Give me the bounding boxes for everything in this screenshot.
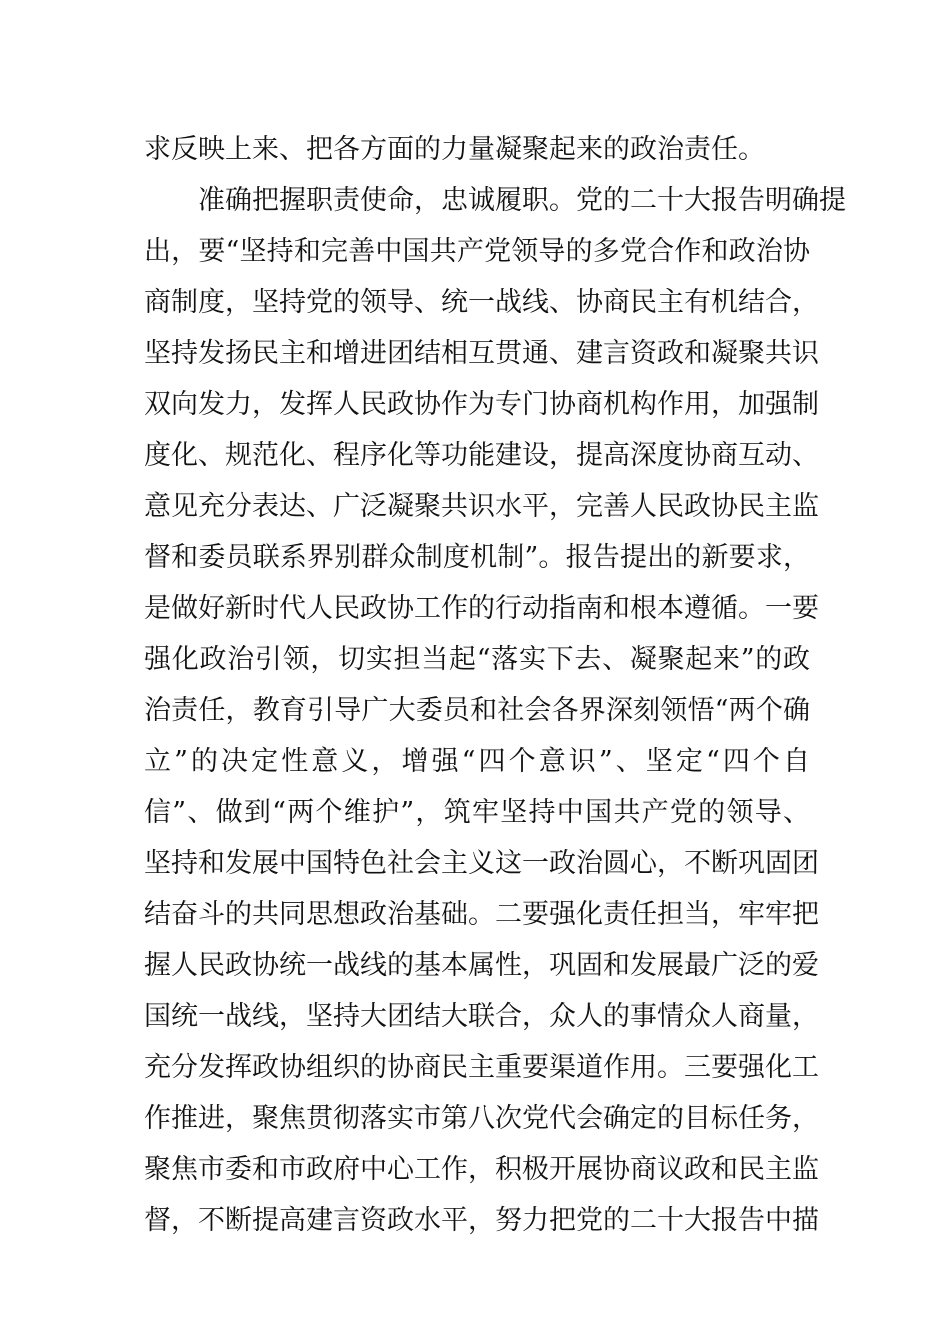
text-line: 握人民政协统一战线的基本属性，巩固和发展最广泛的爱	[144, 950, 819, 981]
text-line: 督，不断提高建言资政水平，努力把党的二十大报告中描	[144, 1205, 819, 1236]
text-line: 商制度，坚持党的领导、统一战线、协商民主有机结合，	[144, 287, 819, 318]
text-line: 国统一战线，坚持大团结大联合，众人的事情众人商量，	[144, 1001, 819, 1032]
text-line: 信”、做到“两个维护”，筑牢坚持中国共产党的领导、	[144, 797, 810, 828]
text-line: 双向发力，发挥人民政协作为专门协商机构作用，加强制	[144, 389, 819, 420]
text-line: 求反映上来、把各方面的力量凝聚起来的政治责任。	[144, 134, 765, 165]
text-line: 坚持发扬民主和增进团结相互贯通、建言资政和凝聚共识	[144, 338, 819, 369]
text-line: 出，要“坚持和完善中国共产党领导的多党合作和政治协	[144, 236, 810, 267]
text-line: 聚焦市委和市政府中心工作，积极开展协商议政和民主监	[144, 1154, 819, 1185]
paragraph-first-line: 准确把握职责使命，忠诚履职。党的二十大报告明确提	[198, 185, 846, 216]
text-line: 度化、规范化、程序化等功能建设，提高深度协商互动、	[144, 440, 819, 471]
text-line: 结奋斗的共同思想政治基础。二要强化责任担当，牢牢把	[144, 899, 819, 930]
text-line: 是做好新时代人民政协工作的行动指南和根本遵循。一要	[144, 593, 819, 624]
text-line: 立”的决定性意义，增强“四个意识”、坚定“四个自	[144, 746, 810, 777]
text-line: 强化政治引领，切实担当起“落实下去、凝聚起来”的政	[144, 644, 810, 675]
text-line: 坚持和发展中国特色社会主义这一政治圆心，不断巩固团	[144, 848, 819, 879]
text-line: 督和委员联系界别群众制度机制”。报告提出的新要求，	[144, 542, 810, 573]
text-line: 治责任，教育引导广大委员和社会各界深刻领悟“两个确	[144, 695, 810, 726]
body-text	[144, 124, 846, 1246]
text-line: 作推进，聚焦贯彻落实市第八次党代会确定的目标任务，	[144, 1103, 819, 1134]
text-line: 充分发挥政协组织的协商民主重要渠道作用。三要强化工	[144, 1052, 819, 1083]
text-line: 意见充分表达、广泛凝聚共识水平，完善人民政协民主监	[144, 491, 819, 522]
